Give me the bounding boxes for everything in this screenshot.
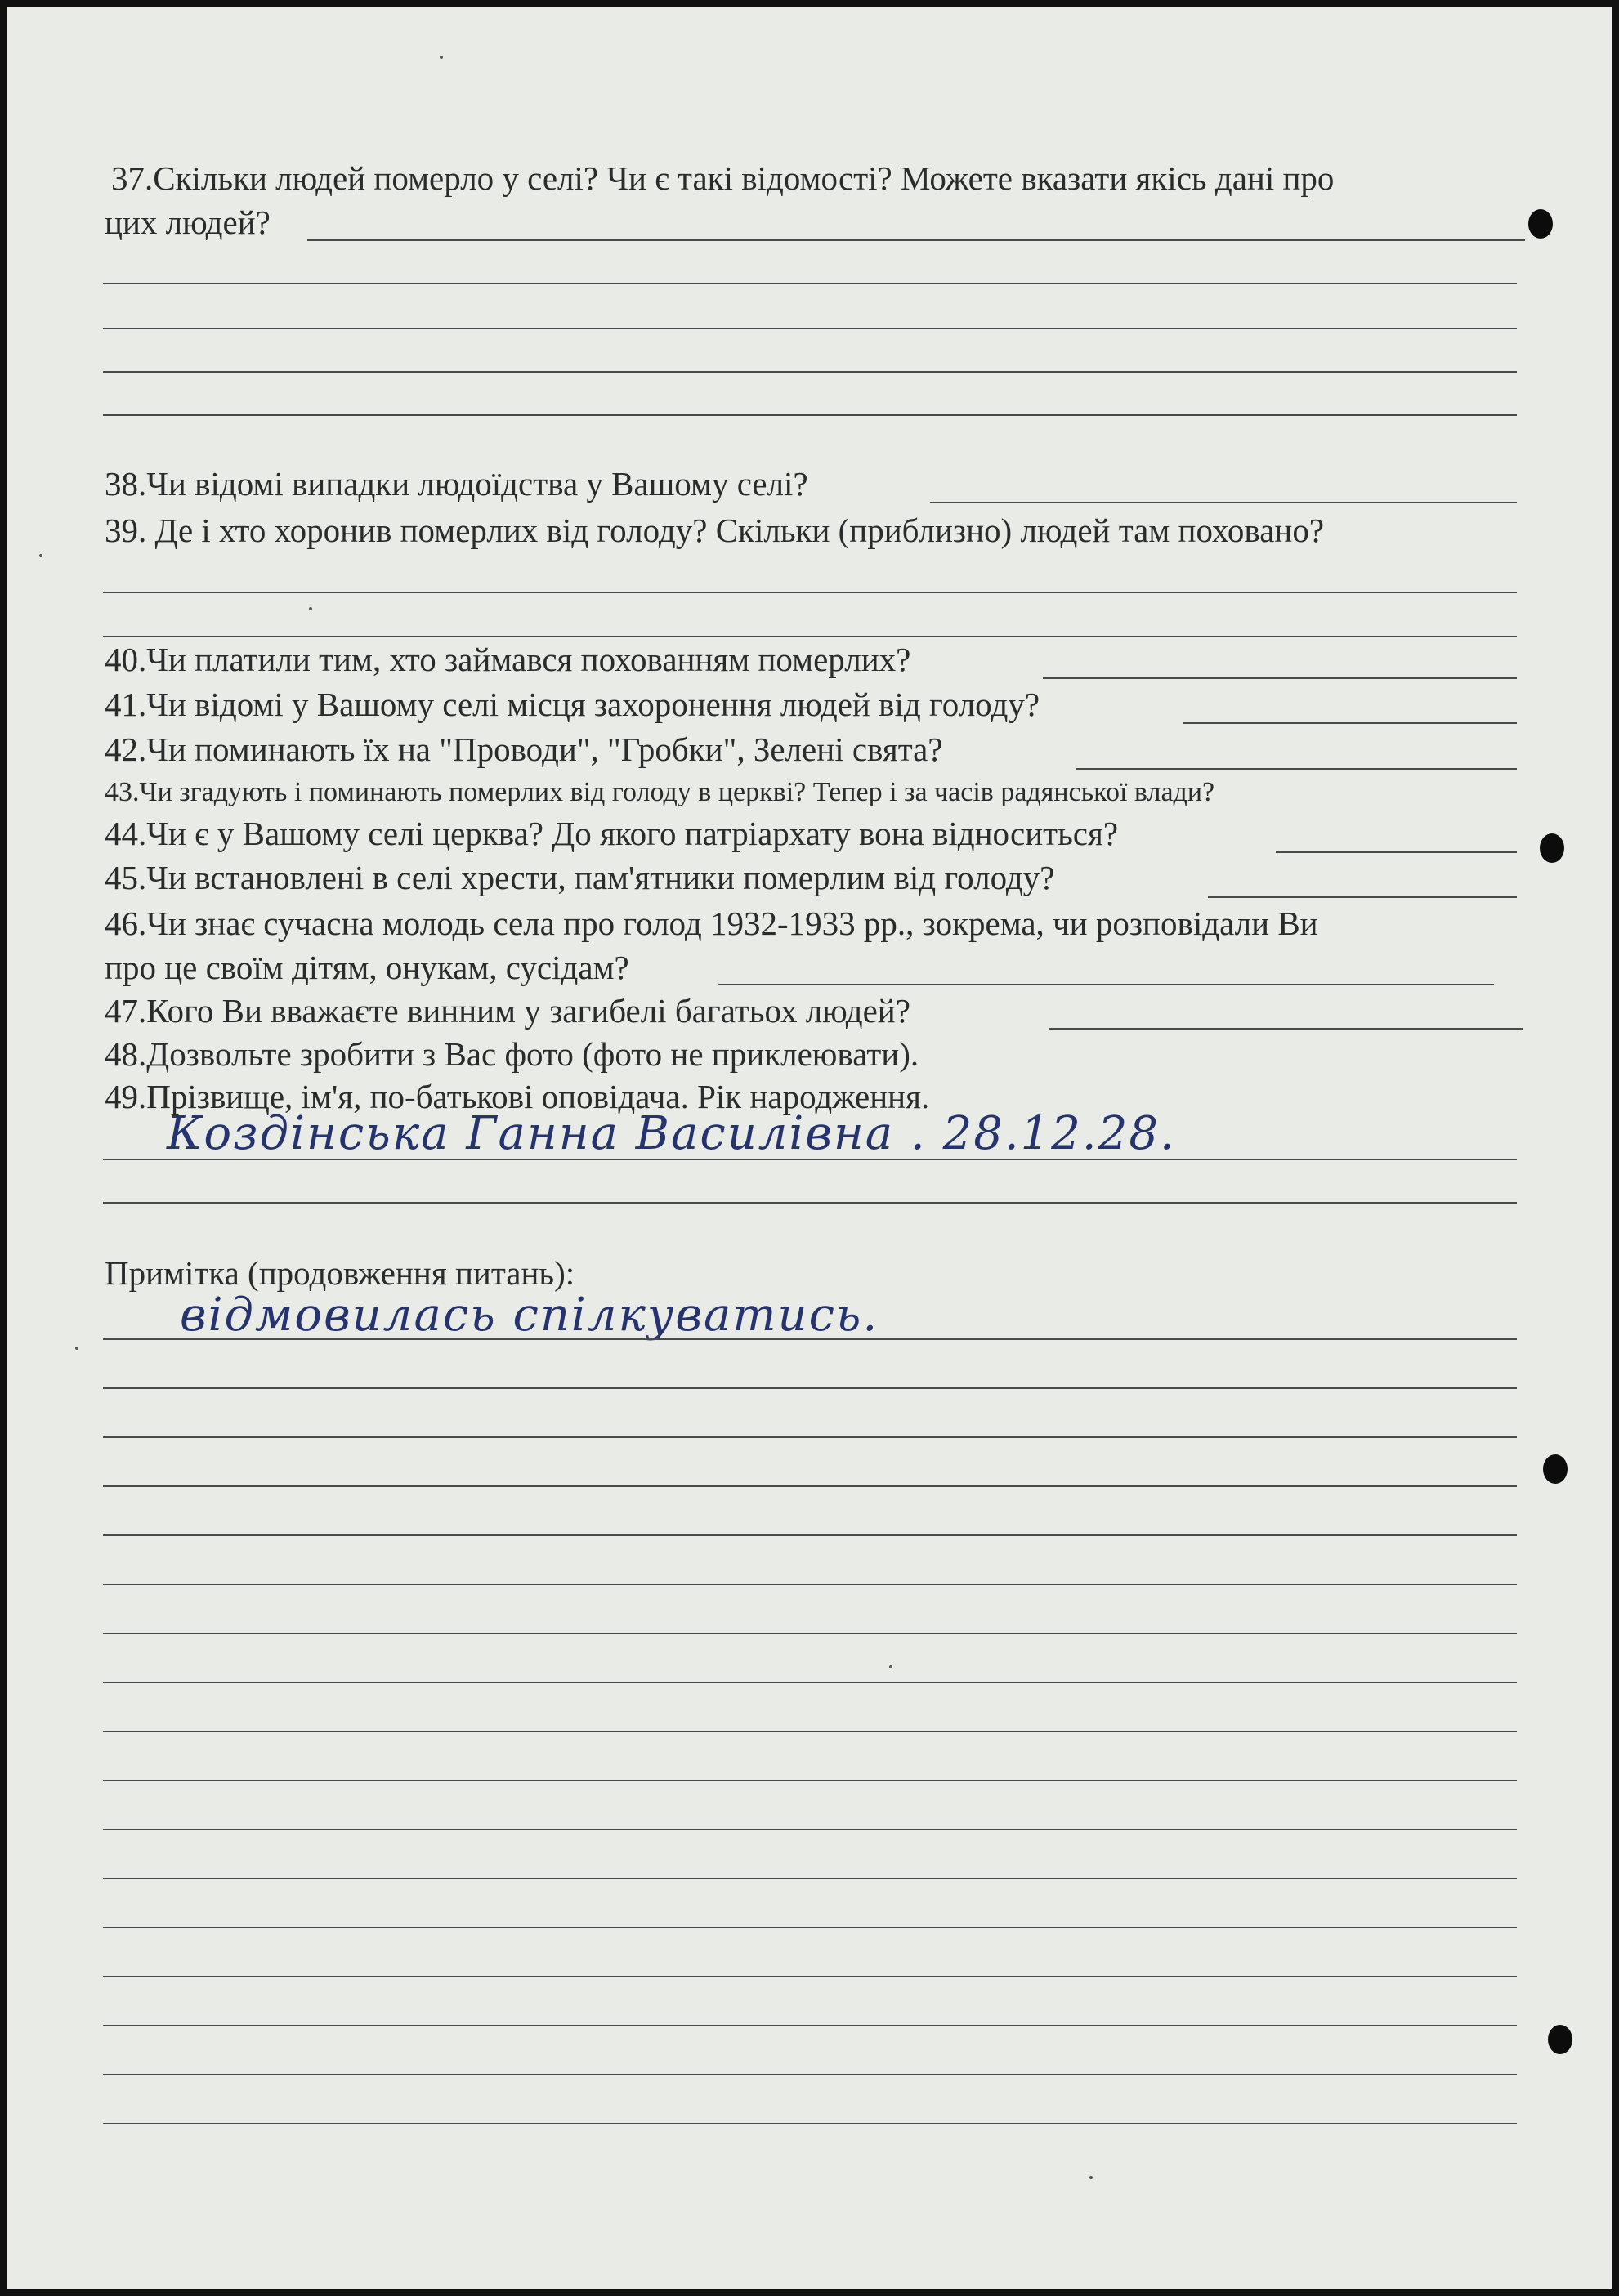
question-40: 40.Чи платили тим, хто займався похованням померлих?: [105, 641, 911, 678]
punch-hole-icon: [1528, 209, 1553, 239]
scan-speck: [440, 56, 443, 59]
scan-speck: [889, 1665, 892, 1668]
note-line[interactable]: [103, 1731, 1517, 1732]
note-line[interactable]: [103, 1976, 1517, 1977]
note-line[interactable]: [103, 1436, 1517, 1438]
question-47: 47.Кого Ви вважаєте винним у загибелі багатьох людей?: [105, 992, 910, 1030]
note-line[interactable]: [103, 2123, 1517, 2124]
note-label: Примітка (продовження питань):: [105, 1254, 575, 1292]
question-46-line-1: 46.Чи знає сучасна молодь села про голод 1932-1933 рр., зокрема, чи розповідали Ви: [105, 905, 1318, 942]
answer-line-42[interactable]: [1076, 768, 1517, 770]
punch-hole-icon: [1548, 2025, 1572, 2054]
note-line[interactable]: [103, 2074, 1517, 2075]
note-line[interactable]: [103, 1534, 1517, 1536]
punch-hole-icon: [1540, 833, 1564, 863]
scan-speck: [39, 554, 42, 557]
question-44: 44.Чи є у Вашому селі церква? До якого патріархату вона відноситься?: [105, 815, 1119, 852]
question-49: 49.Прізвище, ім'я, по-батькові оповідача. Рік народження.: [105, 1078, 930, 1115]
answer-line-45[interactable]: [1208, 896, 1517, 898]
question-48: 48.Дозвольте зробити з Вас фото (фото не приклеювати).: [105, 1035, 919, 1073]
answer-line-46[interactable]: [718, 984, 1494, 985]
question-41: 41.Чи відомі у Вашому селі місця захоронення людей від голоду?: [105, 686, 1040, 723]
punch-hole-icon: [1543, 1454, 1568, 1484]
question-43: 43.Чи згадують і поминають померлих від голоду в церкві? Тепер і за часів радянської влади?: [105, 777, 1215, 807]
scan-speck: [309, 607, 312, 610]
answer-line-47[interactable]: [1049, 1028, 1523, 1030]
note-line[interactable]: [103, 1584, 1517, 1585]
note-line[interactable]: [103, 1682, 1517, 1683]
answer-line-37[interactable]: [103, 371, 1517, 373]
note-line[interactable]: [103, 1387, 1517, 1389]
question-38: 38.Чи відомі випадки людоїдства у Вашому селі?: [105, 465, 808, 503]
note-line[interactable]: [103, 2025, 1517, 2026]
scan-speck: [75, 1347, 78, 1350]
note-line[interactable]: [103, 1878, 1517, 1879]
note-handwritten: відмовилась спілкуватись.: [180, 1289, 879, 1342]
answer-line-49[interactable]: [103, 1159, 1517, 1160]
scan-speck: [1089, 2176, 1093, 2179]
question-39: 39. Де і хто хоронив померлих від голоду? Скільки (приблизно) людей там поховано?: [105, 511, 1325, 549]
answer-line-40[interactable]: [1043, 677, 1517, 679]
note-line[interactable]: [103, 1927, 1517, 1928]
note-line[interactable]: [103, 1829, 1517, 1830]
question-42: 42.Чи поминають їх на "Проводи", "Гробки", Зелені свята?: [105, 730, 943, 768]
question-37-line-2: цих людей?: [105, 203, 271, 241]
note-line[interactable]: [103, 1338, 1517, 1340]
narrator-name-handwritten: Коздінська Ганна Василівна . 28.12.28.: [167, 1107, 1176, 1160]
answer-line-39[interactable]: [103, 592, 1517, 593]
question-37-line-1: 37.Скільки людей померло у селі? Чи є такі відомості? Можете вказати якісь дані про: [111, 159, 1335, 197]
answer-line-49[interactable]: [103, 1202, 1517, 1204]
answer-line-37[interactable]: [103, 414, 1517, 416]
answer-line-41[interactable]: [1183, 722, 1517, 724]
answer-line-39[interactable]: [103, 636, 1517, 637]
questionnaire-page: [7, 7, 1612, 2289]
answer-line-37[interactable]: [307, 239, 1525, 241]
answer-line-38[interactable]: [930, 502, 1517, 503]
question-45: 45.Чи встановлені в селі хрести, пам'ятники померлим від голоду?: [105, 859, 1055, 896]
note-line[interactable]: [103, 1485, 1517, 1487]
question-46-line-2: про це своїм дітям, онукам, сусідам?: [105, 949, 629, 986]
note-line[interactable]: [103, 1780, 1517, 1781]
answer-line-37[interactable]: [103, 328, 1517, 329]
note-line[interactable]: [103, 1633, 1517, 1634]
answer-line-37[interactable]: [103, 283, 1517, 284]
answer-line-44[interactable]: [1276, 851, 1517, 853]
